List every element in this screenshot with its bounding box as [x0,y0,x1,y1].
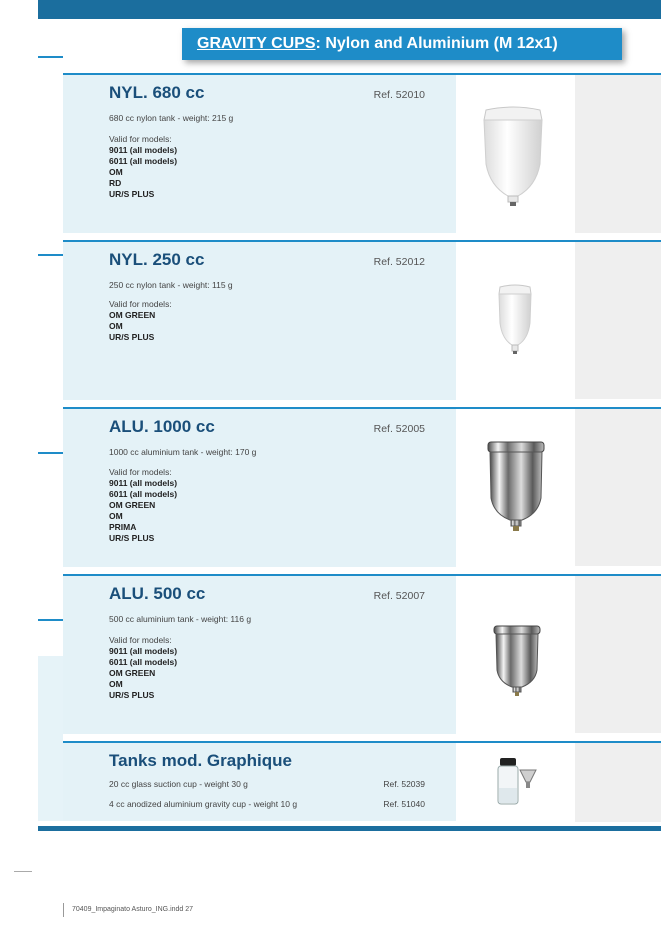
model-item: OM GREEN [109,668,156,678]
model-item: 9011 (all models) [109,646,178,656]
product-title: Tanks mod. Graphique [109,751,292,770]
item-ref: Ref. 52039 [383,779,425,789]
nylon-cup-680-image [478,104,548,210]
top-color-bar [38,0,661,19]
model-item: OM GREEN [109,500,156,510]
product-ref: Ref. 52007 [373,590,425,602]
model-item: UR/S PLUS [109,533,155,543]
model-item: 6011 (all models) [109,657,178,667]
product-title: ALU. 1000 cc [109,417,215,436]
section-rule-4 [456,574,661,576]
valid-models-label: Valid for models: [109,467,172,477]
product-description: 250 cc nylon tank - weight: 115 g [109,280,233,290]
right-column-2 [575,241,661,399]
product-section-alu-1000 [63,407,456,567]
valid-models-label: Valid for models: [109,134,172,144]
page-title-banner [182,28,622,60]
models-list [109,646,177,701]
model-item: RD [109,178,122,188]
models-list [109,310,155,343]
graphique-item-row [109,799,425,809]
item-description: 20 cc glass suction cup - weight 30 g [109,779,248,789]
model-item: 9011 (all models) [109,145,178,155]
model-item: UR/S PLUS [109,690,155,700]
product-title: ALU. 500 cc [109,584,206,603]
product-description: 500 cc aluminium tank - weight: 116 g [109,614,252,624]
bottom-color-bar [38,826,661,831]
right-column-4 [575,575,661,733]
left-strip [38,656,63,821]
left-tick-3 [38,452,63,454]
valid-models-label: Valid for models: [109,299,172,309]
right-column-1 [575,73,661,233]
model-item: 6011 (all models) [109,156,178,166]
models-list [109,145,177,200]
model-item: OM [109,511,123,521]
model-item: OM [109,321,123,331]
footer-separator [63,903,64,917]
model-item: OM [109,167,123,177]
model-item: UR/S PLUS [109,189,155,199]
model-item: OM GREEN [109,310,156,320]
footer-rule [14,871,32,872]
title-gravity-cups: GRAVITY CUPS [197,35,316,52]
title-subtitle: : Nylon and Aluminium (M 12x1) [315,35,558,52]
product-section-nyl-250 [63,240,456,400]
aluminium-cup-1000-image [484,440,548,534]
nylon-cup-250-image [495,283,535,359]
right-column-5 [575,742,661,822]
product-description: 680 cc nylon tank - weight: 215 g [109,113,234,123]
model-item: UR/S PLUS [109,332,155,342]
item-ref: Ref. 51040 [383,799,425,809]
section-rule-2 [456,240,661,242]
product-ref: Ref. 52012 [373,256,425,268]
left-tick-4 [38,619,63,621]
product-description: 1000 cc aluminium tank - weight: 170 g [109,447,257,457]
right-column-3 [575,408,661,566]
section-rule-1 [456,73,661,75]
model-item: 6011 (all models) [109,489,178,499]
section-rule-3 [456,407,661,409]
aluminium-cup-500-image [491,624,543,700]
product-ref: Ref. 52005 [373,423,425,435]
section-rule-5 [456,741,661,743]
left-tick-1 [38,56,63,58]
footer-file-info: 70409_Impaginato Asturo_ING.indd 27 [72,906,194,913]
product-title: NYL. 680 cc [109,83,205,102]
product-section-graphique [63,741,456,821]
model-item: 9011 (all models) [109,478,178,488]
graphique-tanks-image [494,756,540,808]
item-description: 4 cc anodized aluminium gravity cup - weight 10 g [109,799,298,809]
left-tick-2 [38,254,63,256]
model-item: PRIMA [109,522,137,532]
model-item: OM [109,679,123,689]
valid-models-label: Valid for models: [109,635,172,645]
product-ref: Ref. 52010 [373,89,425,101]
product-title: NYL. 250 cc [109,250,205,269]
models-list [109,478,177,544]
product-section-nyl-680 [63,73,456,233]
graphique-item-row [109,779,425,789]
product-section-alu-500 [63,574,456,734]
